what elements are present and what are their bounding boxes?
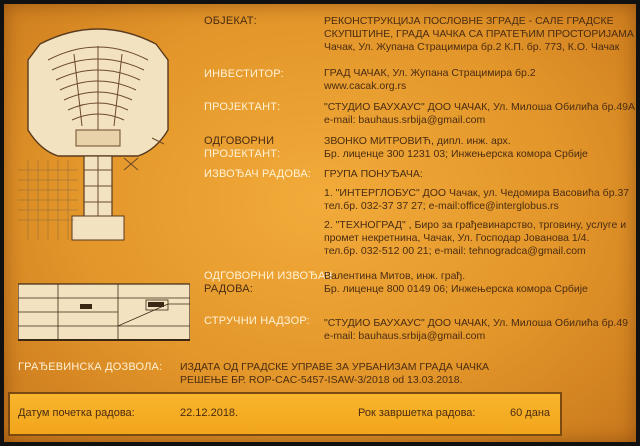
- responsible-designer-label-1: ОДГОВОРНИ: [204, 135, 275, 147]
- permit-line-2: РЕШЕЊЕ БР. ROP-CAC-5457-ISAW-3/2018 od 13.03.2018.: [180, 374, 463, 386]
- end-date-value: 60 дана: [510, 407, 551, 419]
- designer-line-1: "СТУДИО БАУХАУС" ДОО ЧАЧАК, Ул. Милоша Обилића бр.49А: [324, 101, 636, 113]
- contractor-line-4: промет некретнина, Чачак, Ул. Господар Јованова 1/4.: [324, 232, 590, 244]
- contractor-line-3: 2. "ТЕХНОГРАД" , Биро за грађевинарство, трговину, услуге и: [324, 219, 627, 231]
- designer-label: ПРОЈЕКТАНТ:: [204, 101, 281, 113]
- supervision-line-2: e-mail: bauhaus.srbija@gmail.com: [324, 330, 486, 342]
- floor-plan-drawing: [18, 20, 178, 246]
- project-line-3: Чачак, Ул. Жупана Страцимира бр.2 К.П. бр. 773, К.О. Чачак: [324, 41, 620, 53]
- contractor-line-5: тел.бр. 032-512 00 21; e-mail: tehnogradca@gmail.com: [324, 245, 586, 257]
- supervision-label: СТРУЧНИ НАДЗОР:: [204, 315, 310, 327]
- responsible-contractor-line-1: Валентина Митов, инж. грађ.: [324, 270, 466, 282]
- supervision-line-1: "СТУДИО БАУХАУС" ДОО ЧАЧАК, Ул. Милоша Обилића бр.49: [324, 317, 629, 329]
- contractor-line-1: 1. "ИНТЕРГЛОБУС" ДОО Чачак, ул. Чедомира Васовића бр.37: [324, 187, 630, 199]
- responsible-designer-line-1: ЗВОНКО МИТРОВИЋ, дипл. инж. арх.: [324, 135, 511, 147]
- responsible-contractor-line-2: Бр. лиценце 800 0149 06; Инжењерска комора Србије: [324, 283, 588, 295]
- project-line-2: СКУПШТИНЕ, ГРАДА ЧАЧКА СА ПРАТЕЋИМ ПРОСТОРИЈАМА: [324, 28, 634, 40]
- designer-line-2: e-mail: bauhaus.srbija@gmail.com: [324, 114, 486, 126]
- investor-line-1: ГРАД ЧАЧАК, Ул. Жупана Страцимира бр.2: [324, 67, 536, 79]
- contractor-group-title: ГРУПА ПОНУЂАЧА:: [324, 168, 423, 180]
- project-label: ОБЈЕКАТ:: [204, 15, 257, 27]
- end-date-label: Рок завршетка радова:: [358, 407, 476, 419]
- responsible-designer-line-2: Бр. лиценце 300 1231 03; Инжењерска комора Србије: [324, 148, 588, 160]
- responsible-designer-label-2: ПРОЈЕКТАНТ:: [204, 148, 281, 160]
- investor-label: ИНВЕСТИТОР:: [204, 68, 284, 80]
- building-section-drawing: [18, 280, 190, 342]
- permit-line-1: ИЗДАТА ОД ГРАДСКЕ УПРАВЕ ЗА УРБАНИЗАМ ГРАДА ЧАЧКА: [180, 361, 490, 373]
- dates-bar: [8, 392, 562, 436]
- start-date-value: 22.12.2018.: [180, 407, 239, 419]
- start-date-label: Датум почетка радова:: [18, 407, 135, 419]
- permit-label: ГРАЂЕВИНСКА ДОЗВОЛА:: [18, 361, 163, 373]
- contractor-label: ИЗВОЂАЧ РАДОВА:: [204, 168, 312, 180]
- investor-line-2: www.cacak.org.rs: [324, 80, 407, 92]
- construction-info-board: [4, 4, 636, 442]
- contractor-line-2: тел.бр. 032-37 37 27; e-mail:office@interglobus.rs: [324, 200, 559, 212]
- project-line-1: РЕКОНСТРУКЦИЈА ПОСЛОВНЕ ЗГРАДЕ - САЛЕ ГРАДСКЕ: [324, 15, 614, 27]
- responsible-contractor-label-2: РАДОВА:: [204, 283, 254, 295]
- responsible-contractor-label-1: ОДГОВОРНИ ИЗВОЂАЧ: [204, 270, 333, 282]
